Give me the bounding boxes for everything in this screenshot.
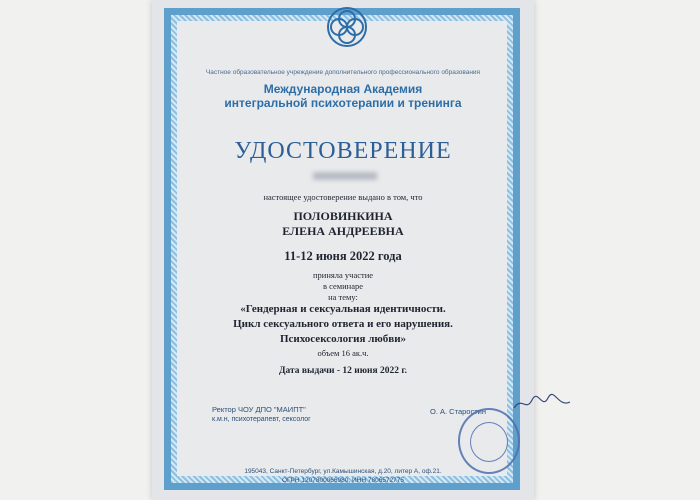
topic-line2: Цикл сексуального ответа и его нарушения. [233, 318, 453, 330]
official-stamp [458, 408, 520, 474]
issue-date: Дата выдачи - 12 июня 2022 г. [278, 366, 407, 376]
signatory-credentials: к.м.н, психотерапевт, сексолог [212, 416, 311, 423]
participation-line1: приняла участие [312, 270, 374, 280]
seminar-dates: 11-12 июня 2022 года [284, 249, 402, 263]
academy-name-line1: Международная Академия [263, 82, 423, 96]
footer-registration: ОГРН 1207800066980, ИНН 7806572775 [281, 477, 405, 484]
participation-line2: в семинаре [322, 281, 364, 291]
redacted-number [313, 172, 377, 180]
academy-logo-icon [326, 6, 368, 48]
topic-line1: «Гендерная и сексуальная идентичности. [240, 303, 446, 315]
certificate-title: УДОСТОВЕРЕНИЕ [234, 138, 452, 164]
signatory-name: О. А. Старостин [430, 407, 486, 416]
certificate-paper [152, 0, 534, 500]
signatory-title: Ректор ЧОУ ДПО "МАИПТ" [212, 405, 306, 414]
signature-icon [512, 392, 572, 414]
recipient-name: ЕЛЕНА АНДРЕЕВНА [282, 224, 404, 238]
course-volume: объем 16 ак.ч. [317, 348, 369, 358]
institution-subtitle: Частное образовательное учреждение дополнительного профессионального образования [205, 69, 481, 76]
recipient-surname: ПОЛОВИНКИНА [293, 209, 393, 223]
participation-line3: на тему: [328, 292, 358, 302]
academy-name-line2: интегральной психотерапии и тренинга [224, 96, 462, 110]
footer-address: 195043, Санкт-Петербург, ул.Камышинская, д.20, литер А, оф.21. [244, 468, 442, 475]
issued-text: настоящее удостоверение выдано в том, что [263, 192, 423, 202]
topic-line3: Психосексология любви» [279, 333, 407, 345]
